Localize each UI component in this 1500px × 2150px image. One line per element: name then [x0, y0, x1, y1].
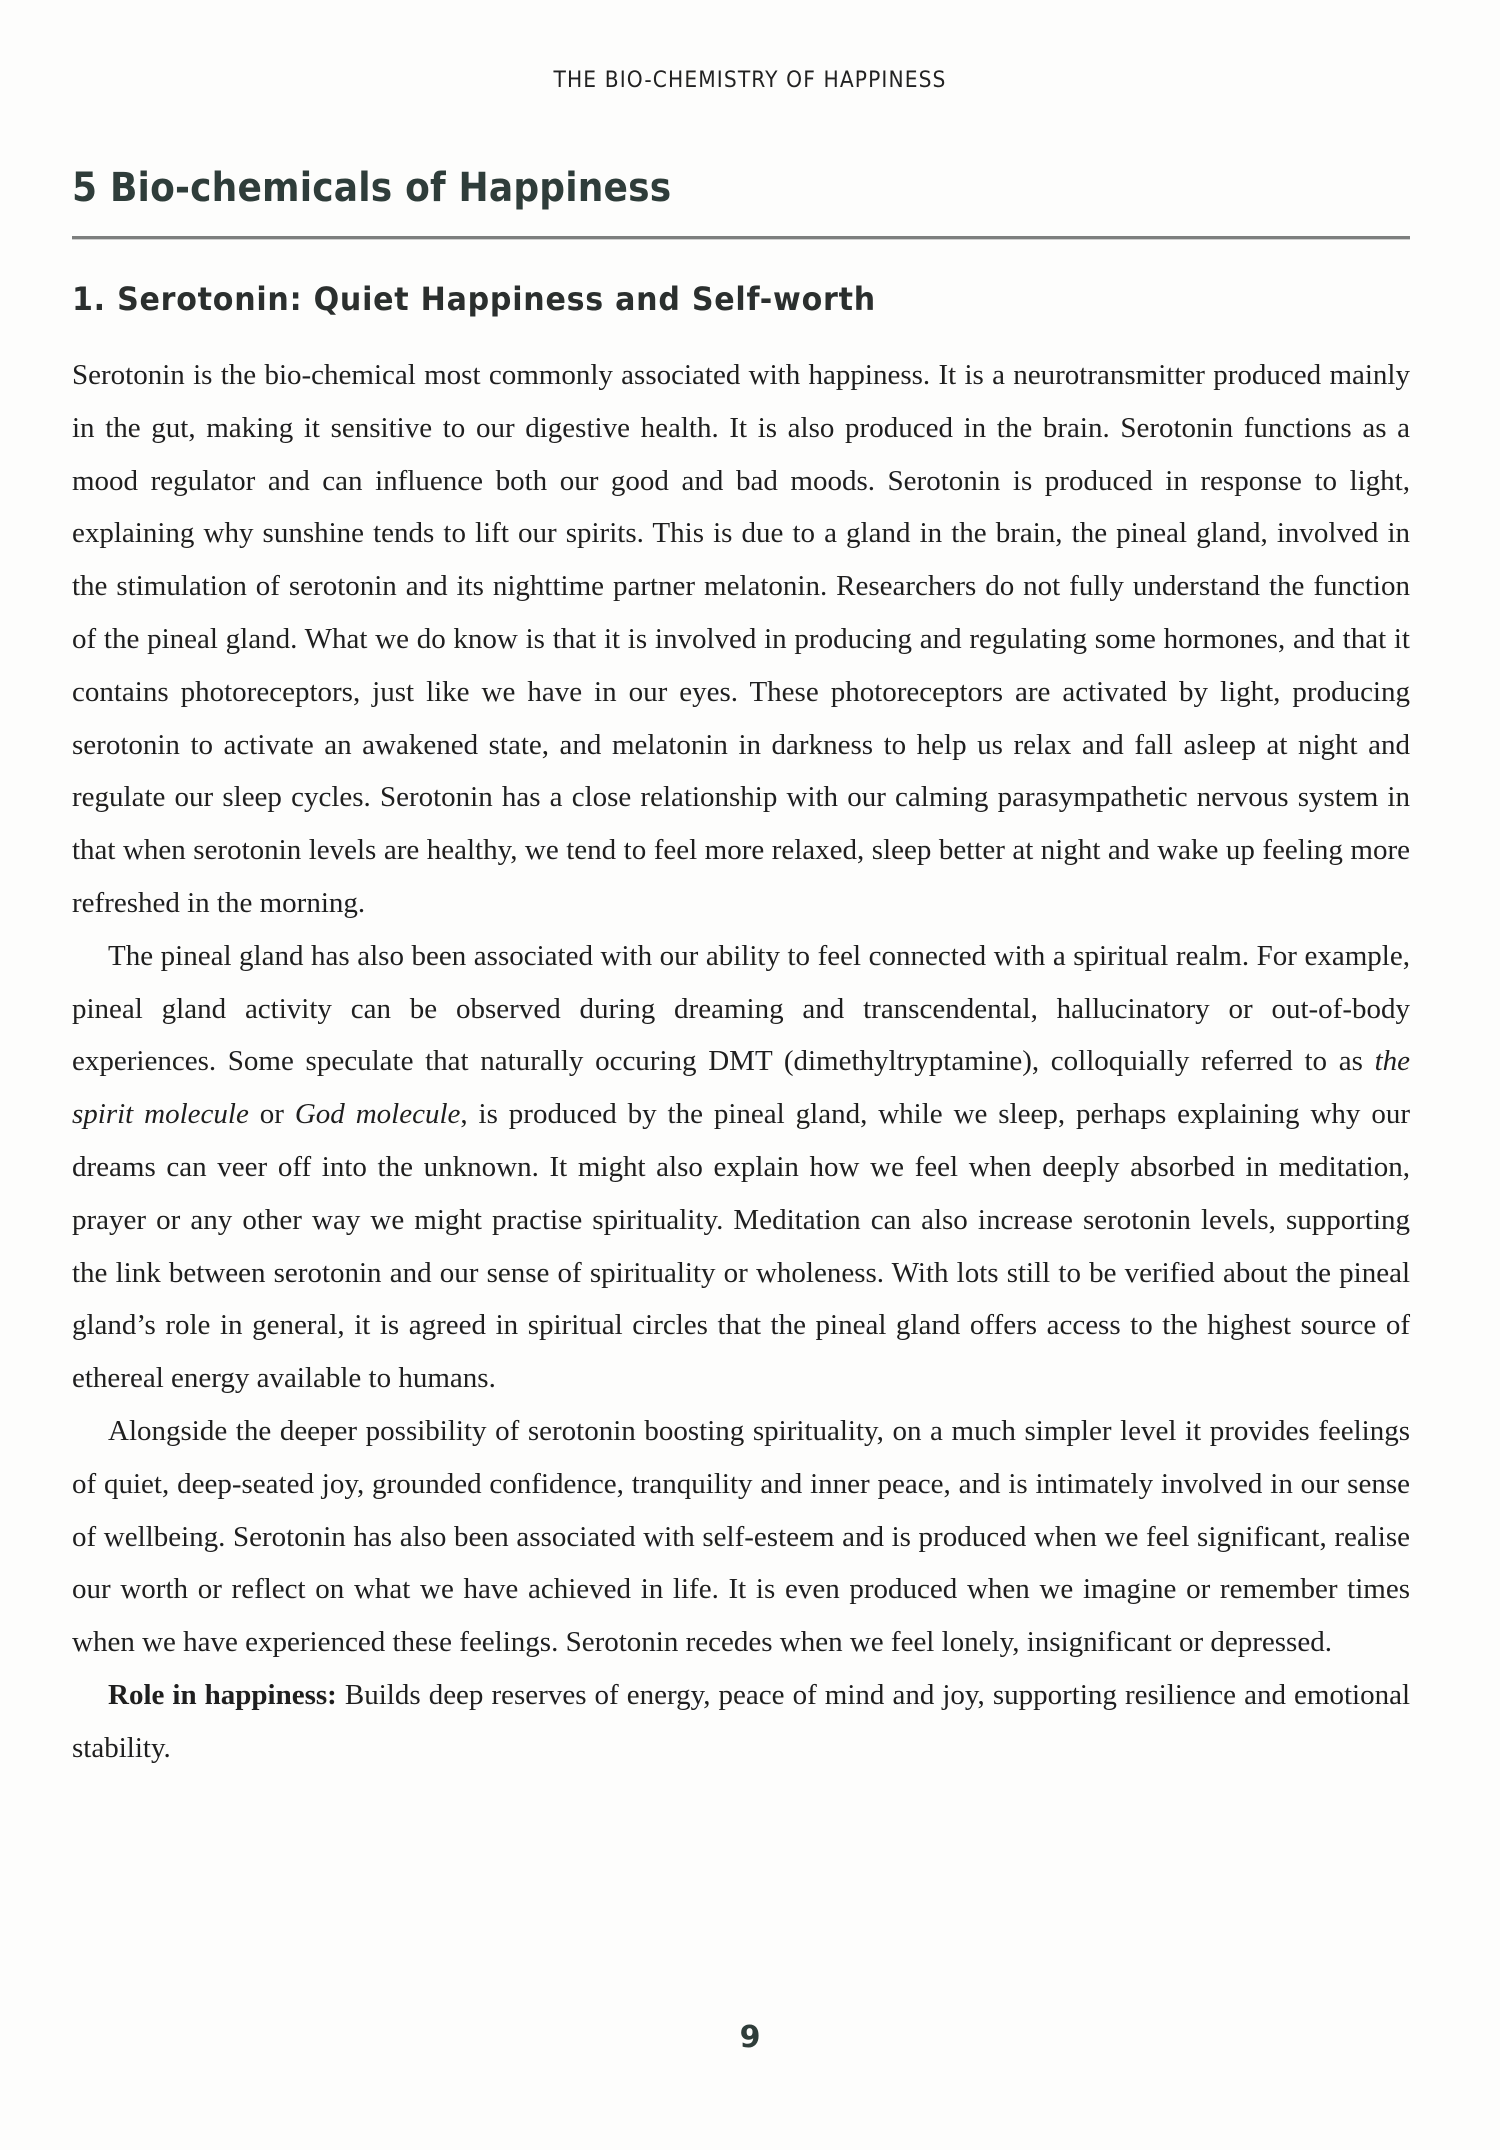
- paragraph-2-text-c: , is produced by the pineal gland, while we sleep, perhaps explaining why our dreams can veer off into the unknown. It might also explain how we feel when deeply absorbed in meditation, prayer or any other way we might practise spirituality. Meditation can also increase serotonin levels, supporting the link between serotonin and our sense of spirituality or wholeness. With lots still to be verified about the pineal gland’s role in general, it is agreed in spiritual circles that the pineal gland offers access to the highest source of ethereal energy available to humans.: [72, 1098, 1410, 1395]
- role-description: Builds deep reserves of energy, peace of mind and joy, supporting resilience and emotional stability.: [72, 1678, 1410, 1764]
- chapter-title: 5 Bio-chemicals of Happiness: [72, 165, 672, 211]
- paragraph-2-text-a: The pineal gland has also been associated with our ability to feel connected with a spiritual realm. For example, pineal gland activity can be observed during dreaming and transcendental, hallucinatory or out-of-body experiences. Some speculate that naturally occuring DMT (dimethyltryptamine), colloquially referred to as: [72, 939, 1410, 1078]
- paragraph-2: [72, 930, 1410, 1405]
- body-text: [72, 349, 1410, 1775]
- italic-term-god-molecule: God molecule: [294, 1098, 461, 1131]
- paragraph-3: Alongside the deeper possibility of serotonin boosting spirituality, on a much simpler level it provides feelings of quiet, deep-seated joy, grounded confidence, tranquility and inner peace, and is intimately involved in our sense of wellbeing. Serotonin has also been associated with self-esteem and is produced when we feel significant, realise our worth or reflect on what we have achieved in life. It is even produced when we imagine or remember times when we have experienced these feelings. Serotonin recedes when we feel lonely, insignificant or depressed.: [72, 1414, 1410, 1659]
- running-header: THE BIO-CHEMISTRY OF HAPPINESS: [553, 68, 947, 93]
- chapter-divider: [72, 236, 1410, 240]
- page-number: 9: [739, 2020, 761, 2055]
- paragraph-1: Serotonin is the bio-chemical most commonly associated with happiness. It is a neurotransmitter produced mainly in the gut, making it sensitive to our digestive health. It is also produced in the brain. Serotonin functions as a mood regulator and can influence both our good and bad moods. Serotonin is produced in response to light, explaining why sunshine tends to lift our spirits. This is due to a gland in the brain, the pineal gland, involved in the stimulation of serotonin and its nighttime partner melatonin. Researchers do not fully understand the function of the pineal gland. What we do know is that it is involved in producing and regulating some hormones, and that it contains photoreceptors, just like we have in our eyes. These photoreceptors are activated by light, producing serotonin to activate an awakened state, and melatonin in darkness to help us relax and fall asleep at night and regulate our sleep cycles. Serotonin has a close relationship with our calming parasympathetic nervous system in that when serotonin levels are healthy, we tend to feel more relaxed, sleep better at night and wake up feeling more refreshed in the morning.: [72, 359, 1410, 919]
- role-label: Role in happiness:: [108, 1678, 337, 1711]
- section-title: 1. Serotonin: Quiet Happiness and Self-worth: [72, 280, 876, 318]
- role-in-happiness-paragraph: [72, 1669, 1410, 1775]
- italic-term-spirit-molecule: the spirit molecule: [72, 1045, 1410, 1131]
- paragraph-2-text-b: or: [248, 1098, 295, 1131]
